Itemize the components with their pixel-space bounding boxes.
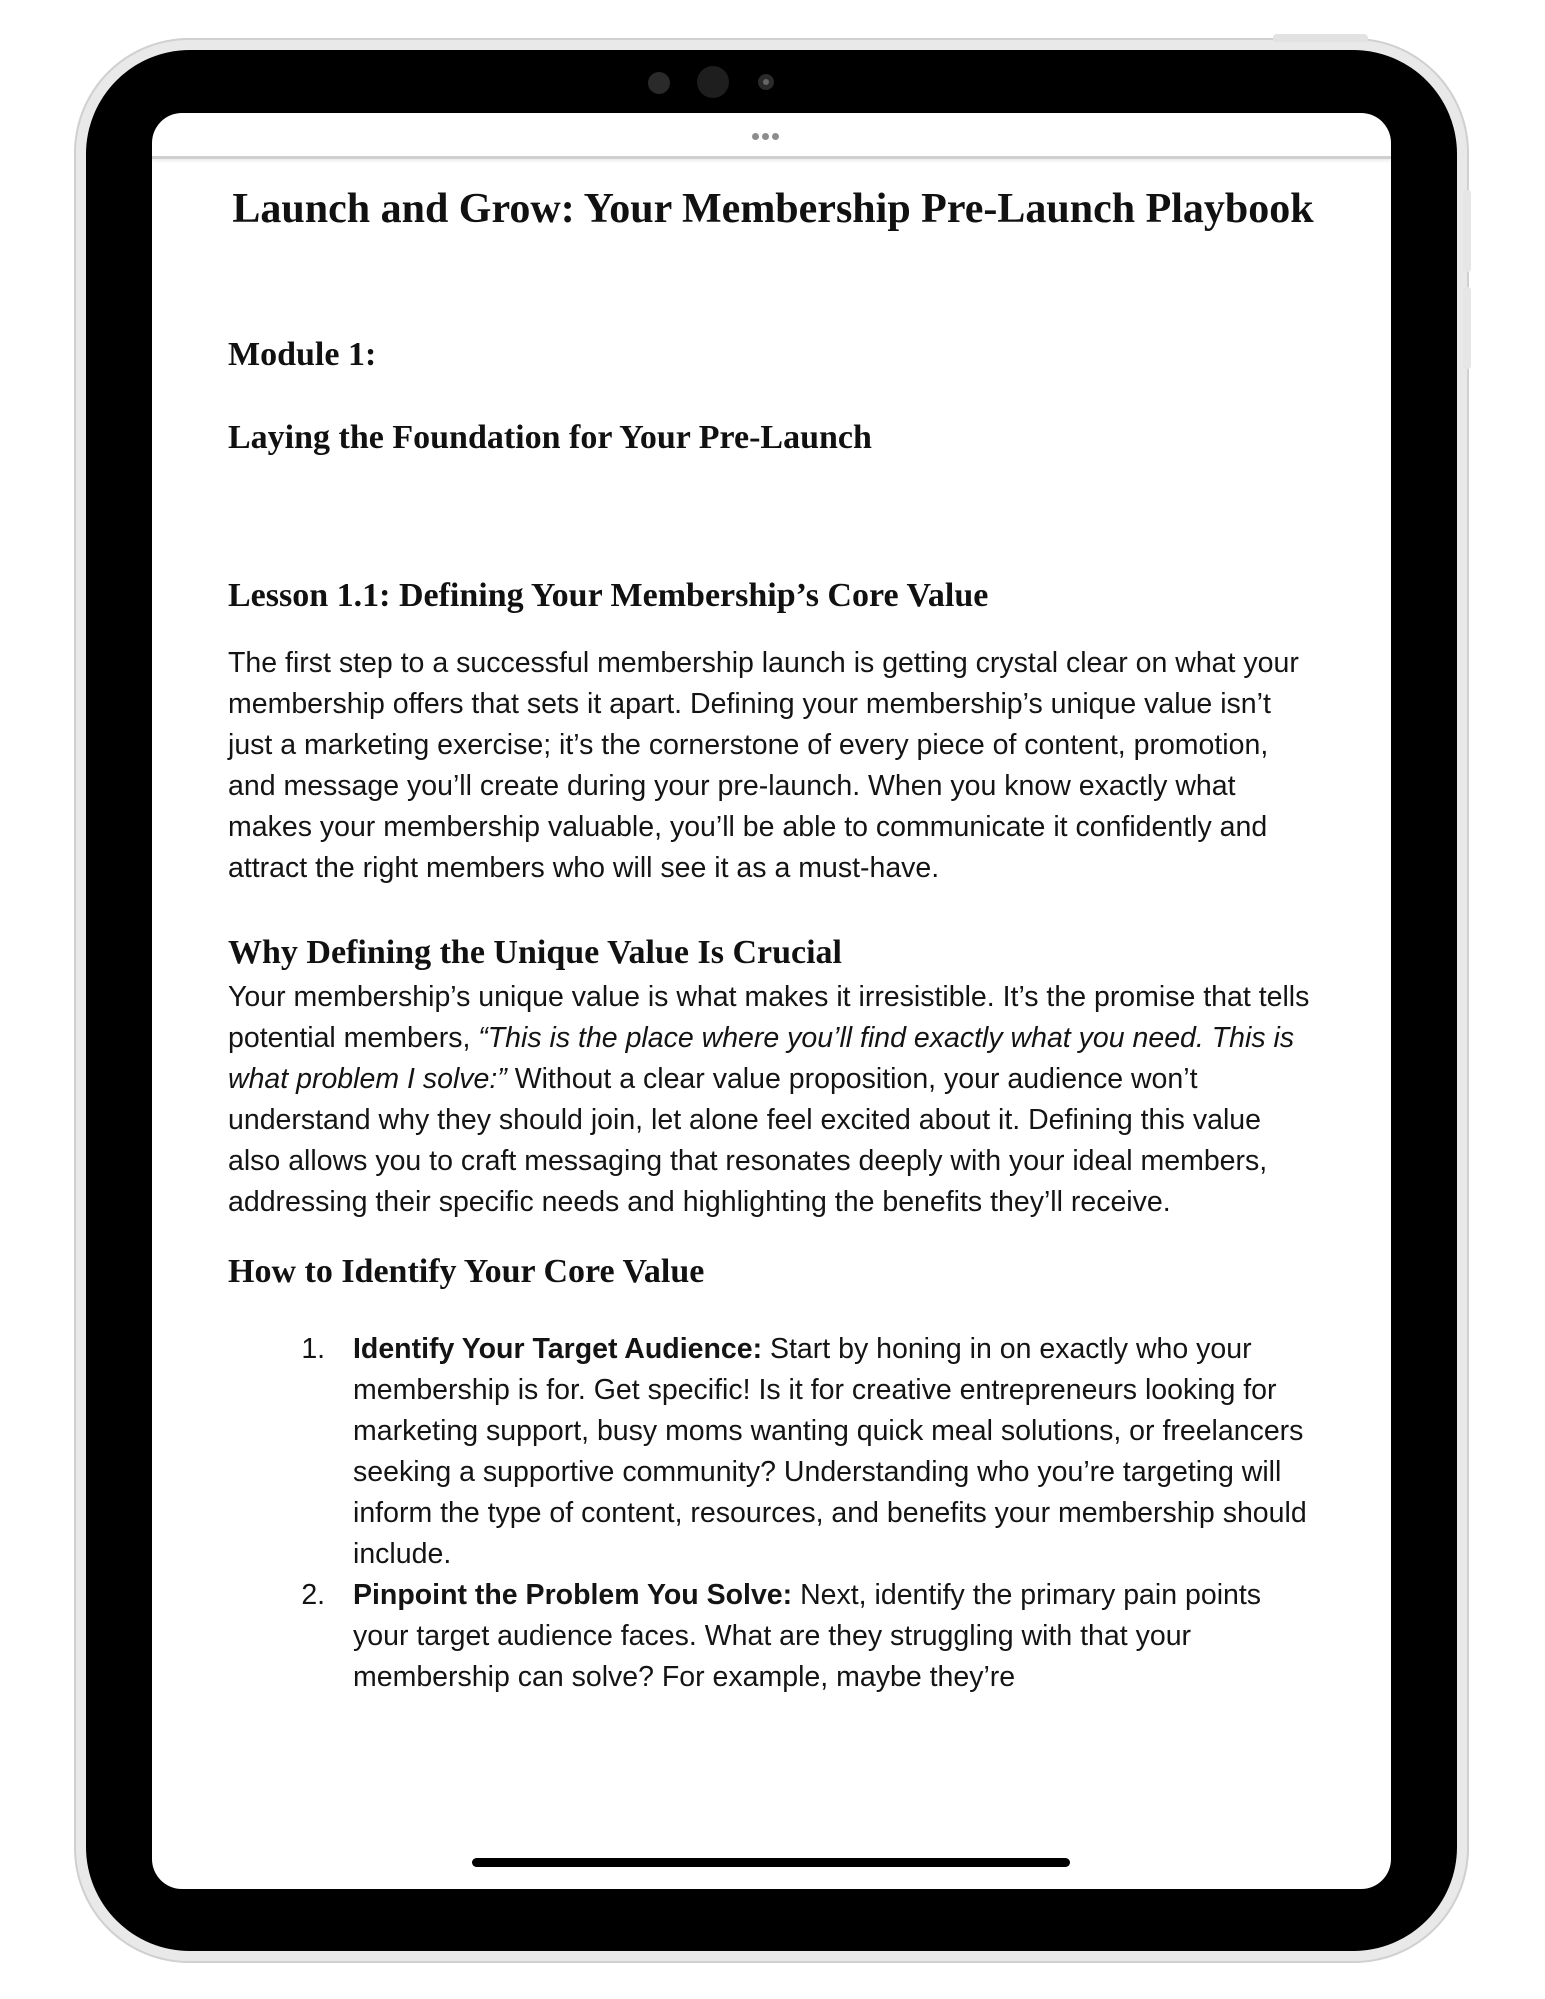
front-camera-lens: [697, 66, 729, 98]
lesson-heading: Lesson 1.1: Defining Your Membership’s Core Value: [228, 577, 989, 614]
more-options-icon[interactable]: [752, 129, 782, 140]
why-heading: Why Defining the Unique Value Is Crucial: [228, 934, 842, 971]
step-text: Start by honing in on exactly who your membership is for. Get specific! Is it for creative entrepreneurs looking for marketing support, busy moms wanting quick meal solutions, or freelancers seeking a supportive community? Understanding who you’re targeting will inform the type of content, resources, and benefits your membership should include.: [353, 1333, 1307, 1570]
multitask-bar: [152, 113, 1391, 159]
volume-down-button: [1463, 287, 1471, 369]
sensor-dot: [648, 72, 670, 94]
why-paragraph-start: Your membership’s unique value is what makes it irresistible. It’s the promise that tells potential members,: [228, 981, 1310, 1054]
volume-up-button: [1463, 190, 1471, 272]
camera-indicator-icon: [758, 74, 774, 90]
list-item: [333, 1575, 1318, 1698]
step-title: Identify Your Target Audience:: [353, 1333, 763, 1365]
document-title: Launch and Grow: Your Membership Pre-Launch Playbook: [232, 186, 1314, 232]
why-paragraph: [228, 977, 1318, 1223]
how-heading: How to Identify Your Core Value: [228, 1253, 705, 1290]
home-indicator[interactable]: [472, 1858, 1070, 1867]
step-text: Next, identify the primary pain points your target audience faces. What are they struggling with that your membership can solve? For example, maybe they’re: [353, 1579, 1262, 1693]
module-heading: Module 1:: [228, 336, 377, 373]
tablet-screen[interactable]: [152, 113, 1391, 1889]
intro-paragraph: The first step to a successful membership launch is getting crystal clear on what your membership offers that sets it apart. Defining your membership’s unique value isn’t just a marketing exercise; it’s the cornerstone of every piece of content, promotion, and message you’ll create during your pre-launch. When you know exactly what makes your membership valuable, you’ll be able to communicate it confidently and attract the right members who will see it as a must-have.: [228, 647, 1299, 884]
why-paragraph-quote: “This is the place where you’ll find exactly what you need. This is what problem I solve:”: [228, 1022, 1295, 1095]
module-subtitle: Laying the Foundation for Your Pre-Launch: [228, 419, 872, 456]
step-title: Pinpoint the Problem You Solve:: [353, 1579, 793, 1611]
top-power-button: [1273, 34, 1368, 42]
why-paragraph-end: Without a clear value proposition, your audience won’t understand why they should join, let alone feel excited about it. Defining this value also allows you to craft messaging that resonates deeply with your ideal members, addressing their specific needs and highlighting the benefits they’ll receive.: [228, 1063, 1268, 1218]
list-item: [333, 1329, 1318, 1575]
steps-list: [228, 1329, 1318, 1698]
document-body[interactable]: [228, 183, 1318, 1698]
